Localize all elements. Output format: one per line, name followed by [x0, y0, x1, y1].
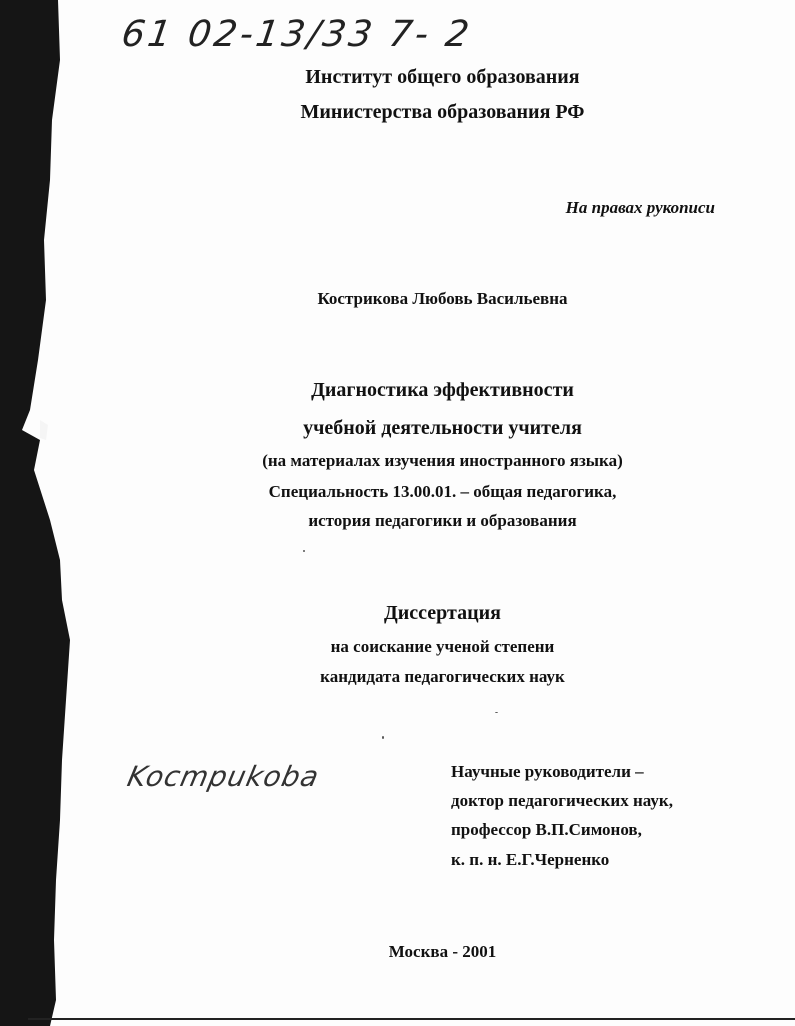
supervisor-degree: доктор педагогических наук, — [451, 791, 673, 810]
scan-speck — [495, 712, 498, 713]
specialty-line-1: Специальность 13.00.01. – общая педагогика, — [268, 482, 617, 501]
scan-speck — [382, 736, 384, 739]
ministry-name: Министерства образования РФ — [300, 101, 585, 123]
degree-line-2: кандидата педагогических наук — [320, 667, 565, 686]
specialty-line-2: история педагогики и образования — [308, 511, 577, 530]
bottom-scan-line — [28, 1018, 795, 1020]
supervisors-heading: Научные руководители – — [451, 762, 644, 781]
author-name: Кострикова Любовь Васильевна — [317, 289, 568, 308]
title-line-1: Диагностика эффективности — [311, 379, 574, 401]
supervisor-2: к. п. н. Е.Г.Черненко — [451, 850, 610, 869]
work-type: Диссертация — [384, 602, 501, 624]
manuscript-note: На правах рукописи — [565, 198, 715, 217]
institute-name: Институт общего образования — [305, 66, 580, 88]
handwritten-signature: Kocmpukoba — [124, 760, 323, 793]
title-line-2: учебной деятельности учителя — [303, 417, 582, 439]
supervisor-1: профессор В.П.Симонов, — [451, 820, 642, 839]
title-subtitle: (на материалах изучения иностранного языка) — [262, 451, 623, 470]
scan-speck — [303, 550, 305, 552]
handwritten-archive-number: 61 02-13/33 7- 2 — [119, 14, 475, 55]
city-year: Москва - 2001 — [388, 942, 497, 961]
degree-line-1: на соискание ученой степени — [330, 637, 555, 656]
